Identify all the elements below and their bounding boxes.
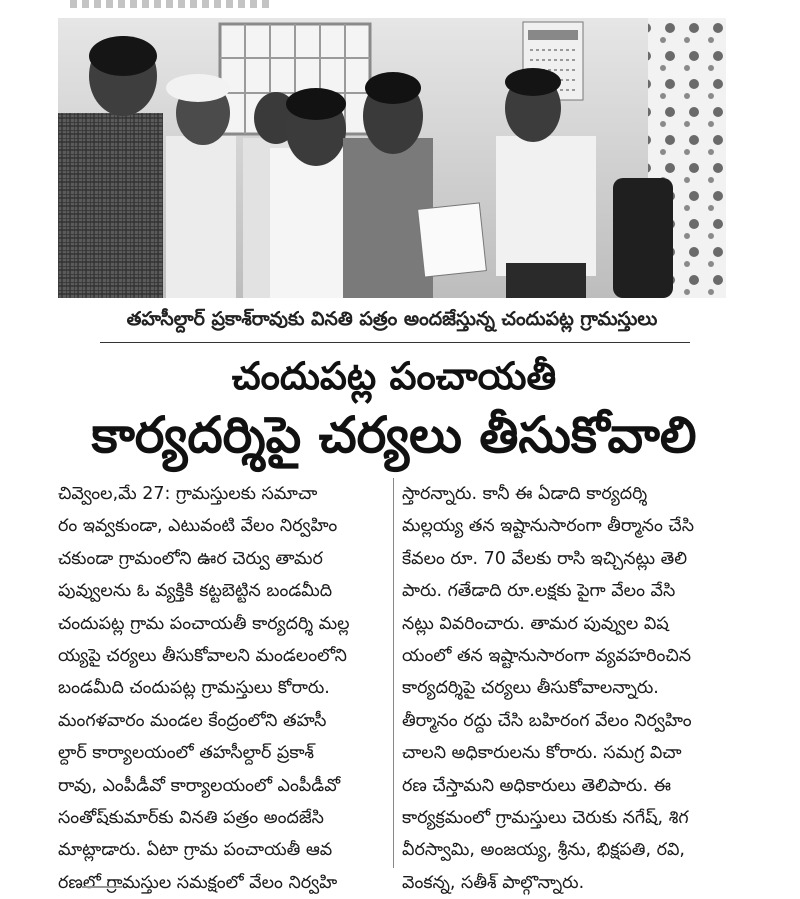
body-line: మల్లయ్య తన ఇష్టానుసారంగా తీర్మానం చేసి: [402, 516, 694, 537]
body-line: పువ్వులను ఓ వ్యక్తికి కట్టబెట్టిన బండమీది: [58, 581, 333, 602]
body-line: చాలని అధికారులను కోరారు. సమగ్ర విచా: [402, 743, 682, 764]
body-line: రం ఇవ్వకుండా, ఎటువంటి వేలం నిర్వహిం: [58, 516, 338, 537]
body-line: చకుండా గ్రామంలోని ఊర చెర్వు తామర: [58, 548, 323, 569]
news-photo-image: [58, 18, 726, 298]
column-divider: [393, 478, 394, 868]
body-line: నట్లు వివరించారు. తామర పువ్వుల విష: [402, 613, 669, 634]
body-line: ల్దార్ కార్యాలయంలో తహసీల్దార్ ప్రకాశ్: [58, 743, 314, 764]
article-column-left: [58, 478, 400, 899]
body-line: కార్యదర్శిపై చర్యలు తీసుకోవాలన్నారు.: [402, 678, 659, 699]
caption-divider: [100, 342, 690, 343]
article-column-right: [402, 478, 744, 899]
body-line: యంలో తన ఇష్టానుసారంగా వ్యవహరించిన: [402, 645, 692, 666]
body-line: మంగళవారం మండల కేంద్రంలోని తహసీ: [58, 710, 327, 731]
body-line: కార్యక్రమంలో గ్రామస్తులు చెరుకు నగేష్, శిగ: [402, 807, 689, 828]
next-article-fragment: [82, 886, 122, 894]
headline-kicker: చందుపట్ల పంచాయతీ: [231, 354, 557, 398]
body-line: రణలో గ్రామస్తుల సమక్షంలో వేలం నిర్వహి: [58, 872, 338, 893]
body-line: వీరస్వామి, అంజయ్య, శ్రీను, భిక్షపతి, రవి,: [402, 840, 685, 861]
photo-caption: తహసీల్దార్ ప్రకాశ్‌రావుకు వినతి పత్రం అందజేస్తున్న చందుపట్ల గ్రామస్తులు: [126, 308, 658, 330]
body-line: బండమీది చందుపట్ల గ్రామస్తులు కోరారు.: [58, 678, 330, 699]
body-line: తీర్మానం రద్దు చేసి బహిరంగ వేలం నిర్వహిం: [402, 710, 692, 731]
body-line: చందుపట్ల గ్రామ పంచాయతీ కార్యదర్శి మల్ల: [58, 613, 350, 634]
body-line: య్యపై చర్యలు తీసుకోవాలని మండలంలోని: [58, 645, 347, 666]
body-line: మాట్లాడారు. ఏటా గ్రామ పంచాయతీ ఆవ: [58, 840, 333, 861]
body-line: స్తారన్నారు. కానీ ఈ ఏడాది కార్యదర్శి: [402, 484, 648, 504]
body-line: చివ్వెంల,మే 27: గ్రామస్తులకు సమాచా: [58, 484, 318, 504]
body-line: కేవలం రూ. 70 వేలకు రాసి ఇచ్చినట్లు తెలి: [402, 548, 688, 569]
body-line: రణ చేస్తామని అధికారులు తెలిపారు. ఈ: [402, 775, 671, 796]
body-line: రావు, ఎంపీడీవో కార్యాలయంలో ఎంపీడీవో: [58, 775, 341, 796]
previous-article-fragment: [70, 0, 270, 8]
body-line: వెంకన్న, సతీశ్ పాల్గొన్నారు.: [402, 872, 585, 893]
news-photo: [58, 18, 726, 298]
body-line: సంతోష్‌కుమార్‌కు వినతి పత్రం అందజేసి: [58, 807, 324, 828]
body-line: పారు. గతేడాది రూ.లక్షకు పైగా వేలం వేసి: [402, 581, 676, 602]
headline-main: కార్యదర్శిపై చర్యలు తీసుకోవాలి: [91, 406, 697, 464]
